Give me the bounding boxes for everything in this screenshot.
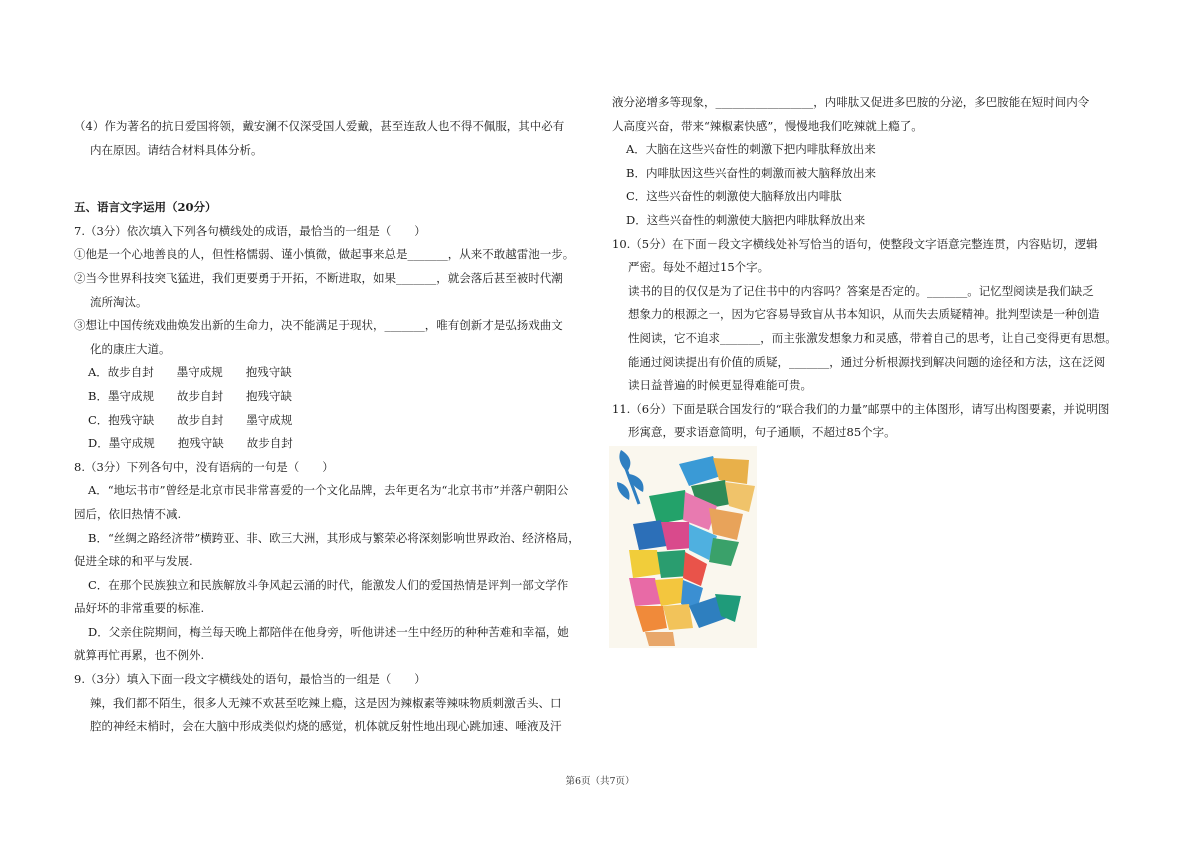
q9-stem: 9.（3分）填入下面一段文字横线处的语句，最恰当的一组是（ ） <box>74 672 426 687</box>
q8-option-d-line2: 就算再忙再累，也不例外. <box>74 648 205 663</box>
q8-option-a-line2: 园后，依旧热情不减. <box>74 506 182 521</box>
q7-sentence-3b: 化的康庄大道。 <box>90 341 171 356</box>
q7-sentence-2a: ②当今世界科技突飞猛进，我们更要勇于开拓，不断进取，如果_______，就会落后甚至被时代潮 <box>74 270 563 285</box>
q7-option-a: A．故步自封 墨守成规 抱残守缺 <box>88 365 292 380</box>
q9-passage-line2: 腔的神经末梢时，会在大脑中形成类似灼烧的感觉，机体就反射性地出现心跳加速、唾液及汗 <box>90 719 562 734</box>
q9-passage-line1: 辣，我们都不陌生，很多人无辣不欢甚至吃辣上瘾，这是因为辣椒素等辣味物质刺激舌头、口 <box>90 695 562 710</box>
q8-option-a-line1: A．“地坛书市”曾经是北京市民非常喜爱的一个文化品牌，去年更名为“北京书市”并落户朝阳公 <box>88 483 569 498</box>
q8-option-b-line1: B．“丝绸之路经济带”横跨亚、非、欧三大洲，其形成与繁荣必将深刻影响世界政治、经济格局， <box>88 530 580 545</box>
right-column <box>612 91 1130 445</box>
q10-stem-line2: 严密。每处不超过15个字。 <box>628 260 770 275</box>
dove-stamp-image <box>609 446 757 648</box>
q7-sentence-3a: ③想让中国传统戏曲焕发出新的生命力，决不能满足于现状，_______，唯有创新才是弘扬戏曲文 <box>74 318 563 333</box>
q8-option-c-line1: C．在那个民族独立和民族解放斗争风起云涌的时代，能激发人们的爱国热情是评判一部文学作 <box>88 577 569 592</box>
q9-cont-line1: 液分泌增多等现象，_________________，内啡肽又促进多巴胺的分泌，多巴胺能在短时间内令 <box>612 95 1090 109</box>
q9-option-b: B．内啡肽因这些兴奋性的刺激而被大脑释放出来 <box>626 165 876 180</box>
q9-cont-line2: 人高度兴奋，带来“辣椒素快感”，慢慢地我们吃辣就上瘾了。 <box>612 118 923 133</box>
q7-stem: 7.（3分）依次填入下列各句横线处的成语，最恰当的一组是（ ） <box>74 223 426 238</box>
q9-option-d: D．这些兴奋性的刺激使大脑把内啡肽释放出来 <box>626 212 866 227</box>
q8-option-d-line1: D．父亲住院期间，梅兰每天晚上都陪伴在他身旁，听他讲述一生中经历的种种苦难和幸福，她 <box>88 624 569 639</box>
spacer <box>74 162 592 196</box>
q10-passage-line1: 读书的目的仅仅是为了记住书中的内容吗？答案是否定的。_______。记忆型阅读是我们缺乏 <box>628 283 1094 298</box>
q7-option-d: D．墨守成规 抱残守缺 故步自封 <box>88 436 293 451</box>
q9-option-c: C．这些兴奋性的刺激使大脑释放出内啡肽 <box>626 189 842 204</box>
q11-stem-line1: 11.（6分）下面是联合国发行的“联合我们的力量”邮票中的主体图形，请写出构图要素，并说明图 <box>612 401 1110 416</box>
q7-sentence-2b: 流所淘汰。 <box>90 294 148 309</box>
q10-passage-line4: 能通过阅读提出有价值的质疑，_______，通过分析根源找到解决问题的途径和方法，这在泛阅 <box>628 354 1106 369</box>
q10-stem-line1: 10.（5分）在下面－段文字横线处补写恰当的语句，使整段文字语意完整连贯，内容贴切，逻辑 <box>612 236 1098 251</box>
left-column <box>74 115 592 739</box>
q9-option-a: A．大脑在这些兴奋性的刺激下把内啡肽释放出来 <box>626 142 876 157</box>
q7-option-b: B．墨守成规 故步自封 抱残守缺 <box>88 388 292 403</box>
q10-passage-line5: 读日益普遍的时候更显得难能可贵。 <box>628 378 812 393</box>
q7-sentence-1: ①他是一个心地善良的人，但性格懦弱、谨小慎微，做起事来总是_______，从来不敢越雷池一步。 <box>74 247 575 262</box>
q10-passage-line3: 性阅读，它不追求_______，而主张激发想象力和灵感，带着自己的思考，让自己变得更有思想。 <box>628 330 1117 345</box>
q4-line2: 内在原因。请结合材料具体分析。 <box>90 142 263 157</box>
q11-stem-line2: 形寓意，要求语意简明，句子通顺，不超过85个字。 <box>628 425 896 440</box>
q8-option-c-line2: 品好坏的非常重要的标准. <box>74 601 205 616</box>
q7-option-c: C．抱残守缺 故步自封 墨守成规 <box>88 412 293 427</box>
q8-option-b-line2: 促进全球的和平与发展. <box>74 554 193 569</box>
q10-passage-line2: 想象力的根源之一，因为它容易导致盲从书本知识，从而失去质疑精神。批判型读是一种创造 <box>628 307 1100 322</box>
q4-line1: （4）作为著名的抗日爱国将领，戴安澜不仅深受国人爱戴，甚至连敌人也不得不佩服，其中必有 <box>74 119 565 133</box>
page-footer: 第6页（共7页） <box>565 776 635 787</box>
q8-stem: 8.（3分）下列各句中，没有语病的一句是（ ） <box>74 459 334 474</box>
section-title: 五、语言文字运用（20分） <box>74 200 217 215</box>
